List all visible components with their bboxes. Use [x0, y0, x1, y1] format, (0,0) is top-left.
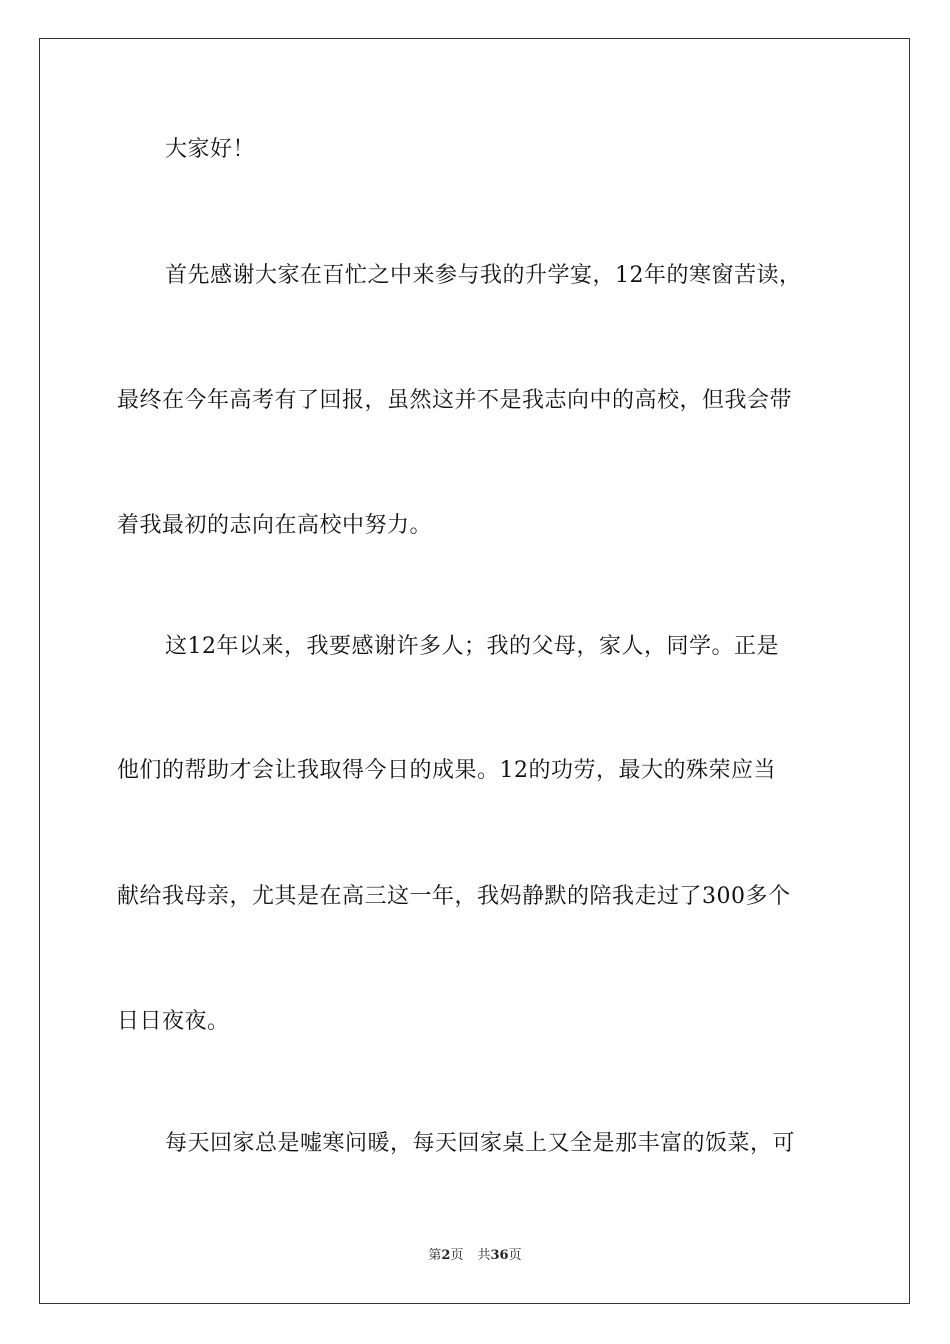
- page-total: 36: [490, 1248, 509, 1263]
- paragraph-1-line-2: 最终在今年高考有了回报，虽然这并不是我志向中的高校，但我会带: [117, 388, 793, 413]
- page-footer: [0, 1247, 950, 1265]
- page-prefix: 第: [428, 1248, 442, 1263]
- greeting-line: 大家好！: [165, 137, 256, 162]
- paragraph-1-line-1: 首先感谢大家在百忙之中来参与我的升学宴，12年的寒窗苦读，: [165, 263, 802, 288]
- page-current: 2: [441, 1248, 451, 1263]
- paragraph-2-line-2: 他们的帮助才会让我取得今日的成果。12的功劳，最大的殊荣应当: [117, 758, 776, 783]
- total-prefix: 共: [477, 1248, 491, 1263]
- paragraph-2-line-3: 献给我母亲，尤其是在高三这一年，我妈静默的陪我走过了300多个: [117, 884, 791, 909]
- paragraph-1-line-3: 着我最初的志向在高校中努力。: [117, 513, 433, 538]
- paragraph-3-line-1: 每天回家总是嘘寒问暖，每天回家桌上又全是那丰富的饭菜，可: [165, 1131, 796, 1156]
- paragraph-2-line-1: 这12年以来，我要感谢许多人；我的父母，家人，同学。正是: [165, 634, 779, 659]
- paragraph-2-line-4: 日日夜夜。: [117, 1009, 230, 1034]
- page-suffix: 页: [450, 1248, 464, 1263]
- page-border: [39, 38, 910, 1304]
- total-suffix: 页: [508, 1248, 522, 1263]
